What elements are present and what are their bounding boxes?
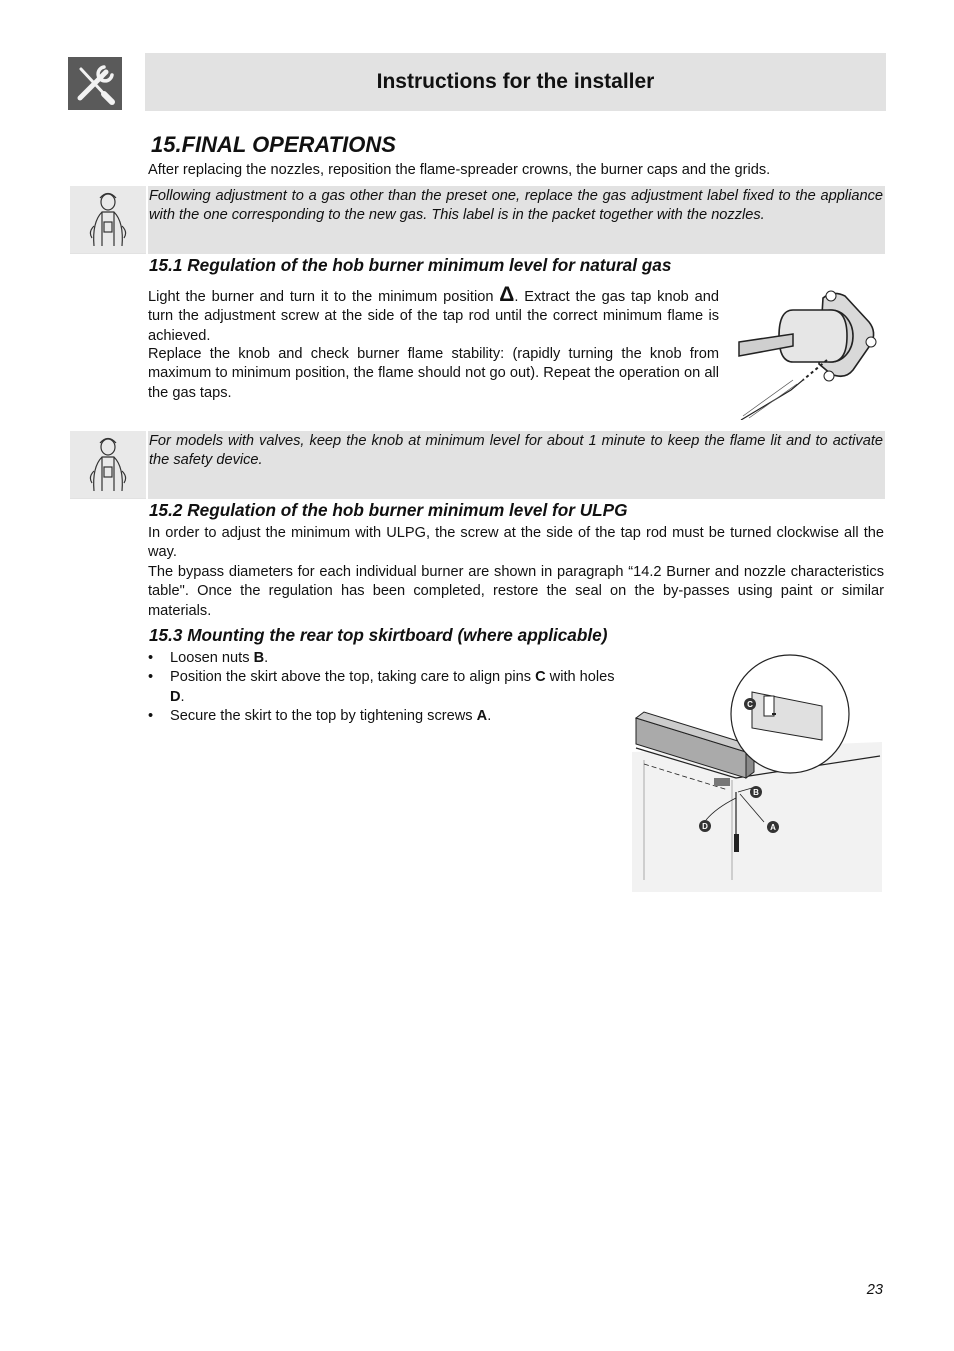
list-item: • Position the skirt above the top, taking care to align pins C with holes D. bbox=[148, 668, 624, 707]
minimum-flame-symbol: Δ bbox=[499, 283, 515, 306]
instruction-list bbox=[148, 649, 624, 726]
paragraph-15-1-b: Replace the knob and check burner flame stability: (rapidly turning the knob from maximum to minimum position, the flame should not go out). Repeat the operation on all the gas taps. bbox=[148, 346, 719, 401]
subsection-title-15-1: 15.1 Regulation of the hob burner minimum level for natural gas bbox=[149, 255, 672, 275]
paragraph-15-1-a: Light the burner and turn it to the minimum position Δ. Extract the gas tap knob and turn the adjustment screw at the side of the tap rod until the correct minimum flame is achieved. bbox=[148, 283, 719, 344]
tools-icon bbox=[68, 57, 122, 110]
note-box bbox=[70, 186, 885, 254]
installer-icon bbox=[70, 431, 146, 498]
subsection-title-15-2: 15.2 Regulation of the hob burner minimum level for ULPG bbox=[149, 500, 628, 520]
label-b: B bbox=[753, 788, 759, 797]
installer-icon bbox=[70, 186, 146, 253]
label-c: C bbox=[747, 700, 753, 709]
intro-paragraph: After replacing the nozzles, reposition the flame-spreader crowns, the burner caps and the grids. bbox=[148, 162, 771, 178]
paragraph-15-2-a: In order to adjust the minimum with ULPG, the screw at the side of the tap rod must be turned clockwise all the way. bbox=[148, 525, 884, 561]
label-d: D bbox=[702, 822, 708, 831]
subsection-title-15-3: 15.3 Mounting the rear top skirtboard (where applicable) bbox=[149, 625, 608, 645]
gas-tap-figure bbox=[735, 280, 885, 420]
page-number: 23 bbox=[866, 1282, 883, 1298]
list-item: • Secure the skirt to the top by tightening screws A. bbox=[148, 707, 624, 726]
note-text: Following adjustment to a gas other than the preset one, replace the gas adjustment label fixed to the appliance with the one corresponding to the new gas. This label is in the packet together with the nozzles. bbox=[149, 188, 883, 224]
list-item: • Loosen nuts B. bbox=[148, 649, 624, 668]
label-a: A bbox=[770, 823, 776, 832]
section-title: 15.FINAL OPERATIONS bbox=[151, 132, 396, 157]
note-box bbox=[70, 431, 885, 499]
note-text: For models with valves, keep the knob at minimum level for about 1 minute to keep the flame lit and to activate the safety device. bbox=[149, 433, 883, 469]
skirtboard-figure bbox=[632, 652, 882, 892]
header-bar bbox=[145, 53, 886, 111]
page-header-title: Instructions for the installer bbox=[376, 70, 655, 93]
paragraph-15-2-b: The bypass diameters for each individual burner are shown in paragraph “14.2 Burner and nozzle characteristics table". Once the regulation has been completed, restore the seal on the by-passes using paint or similar materials. bbox=[148, 564, 884, 619]
